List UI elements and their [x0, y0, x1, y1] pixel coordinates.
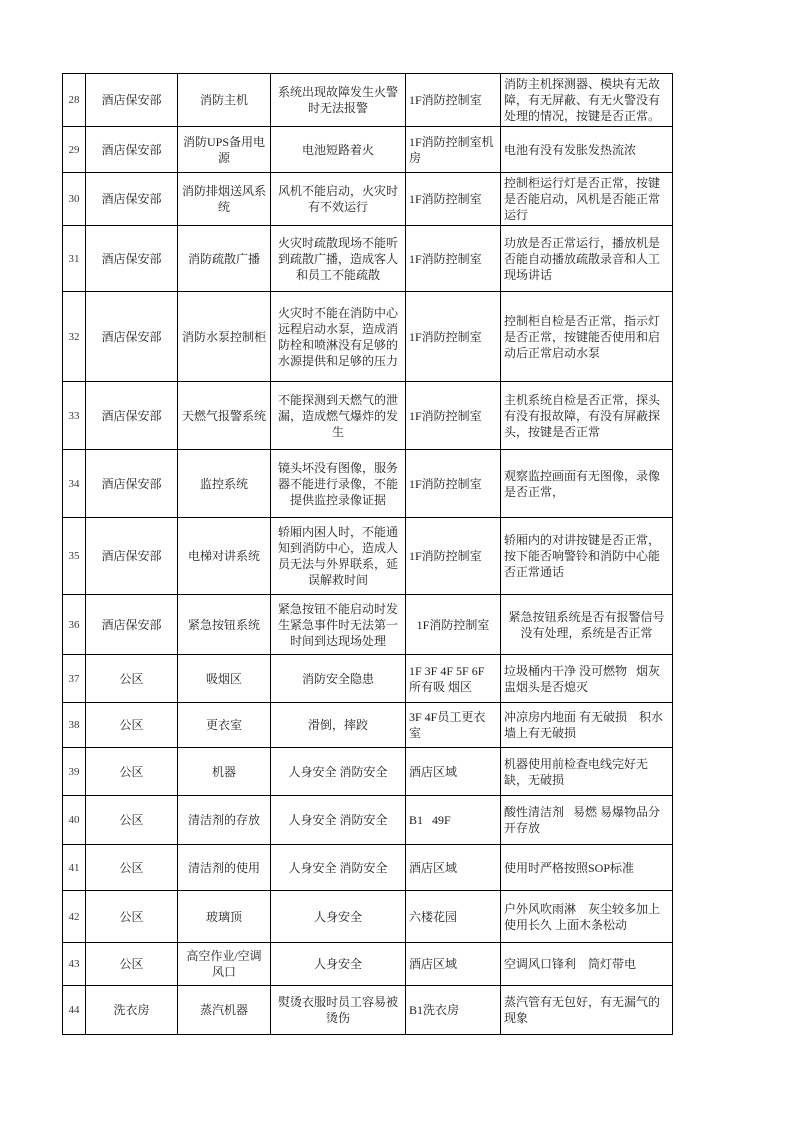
item-cell: 玻璃顶: [178, 891, 271, 943]
item-cell: 高空作业/空调风口: [178, 943, 271, 986]
item-cell: 电梯对讲系统: [178, 518, 271, 595]
department-cell: 酒店保安部: [86, 382, 178, 450]
check-cell: 紧急按钮系统是否有报警信号没有处理，系统是否正常: [501, 595, 673, 655]
check-cell: 观察监控画面有无图像，录像是否正常，: [501, 450, 673, 518]
check-cell: 使用时严格按照SOP标准: [501, 845, 673, 891]
item-cell: 消防水泵控制柜: [178, 292, 271, 382]
item-cell: 清洁剂的使用: [178, 845, 271, 891]
risk-cell: 风机不能启动，火灾时有不效运行: [271, 173, 406, 226]
item-cell: 消防疏散广播: [178, 226, 271, 292]
department-cell: 洗衣房: [86, 986, 178, 1035]
row-number-cell: 43: [63, 943, 86, 986]
department-cell: 公区: [86, 703, 178, 748]
check-cell: 垃圾桶内干净 没可燃物 烟灰 盅烟头是否熄灭: [501, 655, 673, 703]
risk-cell: 人身安全: [271, 891, 406, 943]
location-cell: 1F 3F 4F 5F 6F 所有吸 烟区: [406, 655, 501, 703]
location-cell: 六楼花园: [406, 891, 501, 943]
department-cell: 公区: [86, 748, 178, 796]
table-row: [63, 845, 673, 891]
table-row: [63, 226, 673, 292]
location-cell: 1F消防控制室: [406, 226, 501, 292]
department-cell: 公区: [86, 845, 178, 891]
location-cell: B1洗衣房: [406, 986, 501, 1035]
table-row: [63, 655, 673, 703]
risk-cell: 人身安全 消防安全: [271, 796, 406, 845]
item-cell: 紧急按钮系统: [178, 595, 271, 655]
risk-cell: 人身安全: [271, 943, 406, 986]
department-cell: 公区: [86, 796, 178, 845]
location-cell: 3F 4F员工更衣室: [406, 703, 501, 748]
risk-cell: 熨烫衣服时员工容易被烫伤: [271, 986, 406, 1035]
risk-cell: 不能探测到天燃气的泄漏，造成燃气爆炸的发生: [271, 382, 406, 450]
row-number-cell: 42: [63, 891, 86, 943]
table-row: [63, 986, 673, 1035]
row-number-cell: 30: [63, 173, 86, 226]
row-number-cell: 34: [63, 450, 86, 518]
location-cell: 1F消防控制室: [406, 292, 501, 382]
risk-cell: 系统出现故障发生火警时无法报警: [271, 74, 406, 127]
check-cell: 主机系统自检是否正常，探头有没有报故障，有没有屏蔽探头，按键是否正常: [501, 382, 673, 450]
table-row: [63, 127, 673, 173]
check-cell: 控制柜运行灯是否正常，按键是否能启动，风机是否能正常运行: [501, 173, 673, 226]
location-cell: 1F消防控制室机房: [406, 127, 501, 173]
risk-cell: 火灾时疏散现场不能听到疏散广播，造成客人和员工不能疏散: [271, 226, 406, 292]
department-cell: 酒店保安部: [86, 518, 178, 595]
department-cell: 酒店保安部: [86, 226, 178, 292]
risk-cell: 滑倒，摔跤: [271, 703, 406, 748]
check-cell: 蒸汽管有无包好，有无漏气的现象: [501, 986, 673, 1035]
table-row: [63, 74, 673, 127]
table-row: [63, 595, 673, 655]
item-cell: 监控系统: [178, 450, 271, 518]
table-row: [63, 943, 673, 986]
department-cell: 酒店保安部: [86, 450, 178, 518]
check-cell: 电池有没有发胀发热流浓: [501, 127, 673, 173]
check-cell: 酸性清洁剂 易燃 易爆物品分开存放: [501, 796, 673, 845]
table-row: [63, 518, 673, 595]
row-number-cell: 40: [63, 796, 86, 845]
table-row: [63, 382, 673, 450]
department-cell: 公区: [86, 891, 178, 943]
item-cell: 清洁剂的存放: [178, 796, 271, 845]
risk-cell: 人身安全 消防安全: [271, 845, 406, 891]
location-cell: B1 49F: [406, 796, 501, 845]
row-number-cell: 28: [63, 74, 86, 127]
check-cell: 消防主机探测器、模块有无故障，有无屏蔽、有无火警没有处理的情况，按键是否正常。: [501, 74, 673, 127]
row-number-cell: 37: [63, 655, 86, 703]
department-cell: 酒店保安部: [86, 292, 178, 382]
row-number-cell: 38: [63, 703, 86, 748]
row-number-cell: 32: [63, 292, 86, 382]
department-cell: 酒店保安部: [86, 173, 178, 226]
item-cell: 更衣室: [178, 703, 271, 748]
location-cell: 酒店区域: [406, 943, 501, 986]
risk-cell: 轿厢内困人时，不能通知到消防中心，造成人员无法与外界联系，延误解救时间: [271, 518, 406, 595]
check-cell: 控制柜自检是否正常，指示灯是否正常，按键能否使用和启动后正常启动水泵: [501, 292, 673, 382]
row-number-cell: 29: [63, 127, 86, 173]
department-cell: 公区: [86, 655, 178, 703]
table-row: [63, 796, 673, 845]
item-cell: 消防主机: [178, 74, 271, 127]
row-number-cell: 39: [63, 748, 86, 796]
check-cell: 冲凉房内地面 有无破损 积水 墙上有无破损: [501, 703, 673, 748]
department-cell: 公区: [86, 943, 178, 986]
risk-cell: 人身安全 消防安全: [271, 748, 406, 796]
row-number-cell: 36: [63, 595, 86, 655]
check-cell: 空调风口锋利 筒灯带电: [501, 943, 673, 986]
location-cell: 1F消防控制室: [406, 74, 501, 127]
risk-cell: 紧急按钮不能启动时发生紧急事件时无法第一时间到达现场处理: [271, 595, 406, 655]
table-row: [63, 292, 673, 382]
location-cell: 1F消防控制室: [406, 518, 501, 595]
check-cell: 机器使用前检查电线完好无缺，无破损: [501, 748, 673, 796]
row-number-cell: 41: [63, 845, 86, 891]
check-cell: 户外风吹雨淋 灰尘较多加上使用长久 上面木条松动: [501, 891, 673, 943]
item-cell: 吸烟区: [178, 655, 271, 703]
risk-cell: 电池短路着火: [271, 127, 406, 173]
risk-cell: 镜头坏没有图像，服务器不能进行录像，不能提供监控录像证据: [271, 450, 406, 518]
table-body: [63, 74, 679, 1035]
location-cell: 1F消防控制室: [406, 450, 501, 518]
item-cell: 消防排烟送风系统: [178, 173, 271, 226]
department-cell: 酒店保安部: [86, 127, 178, 173]
row-number-cell: 31: [63, 226, 86, 292]
location-cell: 1F消防控制室: [406, 382, 501, 450]
department-cell: 酒店保安部: [86, 595, 178, 655]
department-cell: 酒店保安部: [86, 74, 178, 127]
risk-cell: 火灾时不能在消防中心远程启动水泵，造成消防栓和喷淋没有足够的水源提供和足够的压力: [271, 292, 406, 382]
check-cell: 功放是否正常运行，播放机是否能自动播放疏散录音和人工现场讲话: [501, 226, 673, 292]
table-row: [63, 891, 673, 943]
hazard-inspection-table: [62, 73, 679, 1035]
location-cell: 酒店区域: [406, 845, 501, 891]
table-row: [63, 748, 673, 796]
location-cell: 1F消防控制室: [406, 173, 501, 226]
row-number-cell: 44: [63, 986, 86, 1035]
item-cell: 天燃气报警系统: [178, 382, 271, 450]
check-cell: 轿厢内的对讲按键是否正常，按下能否响警铃和消防中心能否正常通话: [501, 518, 673, 595]
table-row: [63, 703, 673, 748]
item-cell: 机器: [178, 748, 271, 796]
item-cell: 蒸汽机器: [178, 986, 271, 1035]
item-cell: 消防UPS备用电源: [178, 127, 271, 173]
row-number-cell: 33: [63, 382, 86, 450]
table-row: [63, 173, 673, 226]
location-cell: 酒店区域: [406, 748, 501, 796]
table-row: [63, 450, 673, 518]
row-number-cell: 35: [63, 518, 86, 595]
location-cell: 1F消防控制室: [406, 595, 501, 655]
risk-cell: 消防安全隐患: [271, 655, 406, 703]
